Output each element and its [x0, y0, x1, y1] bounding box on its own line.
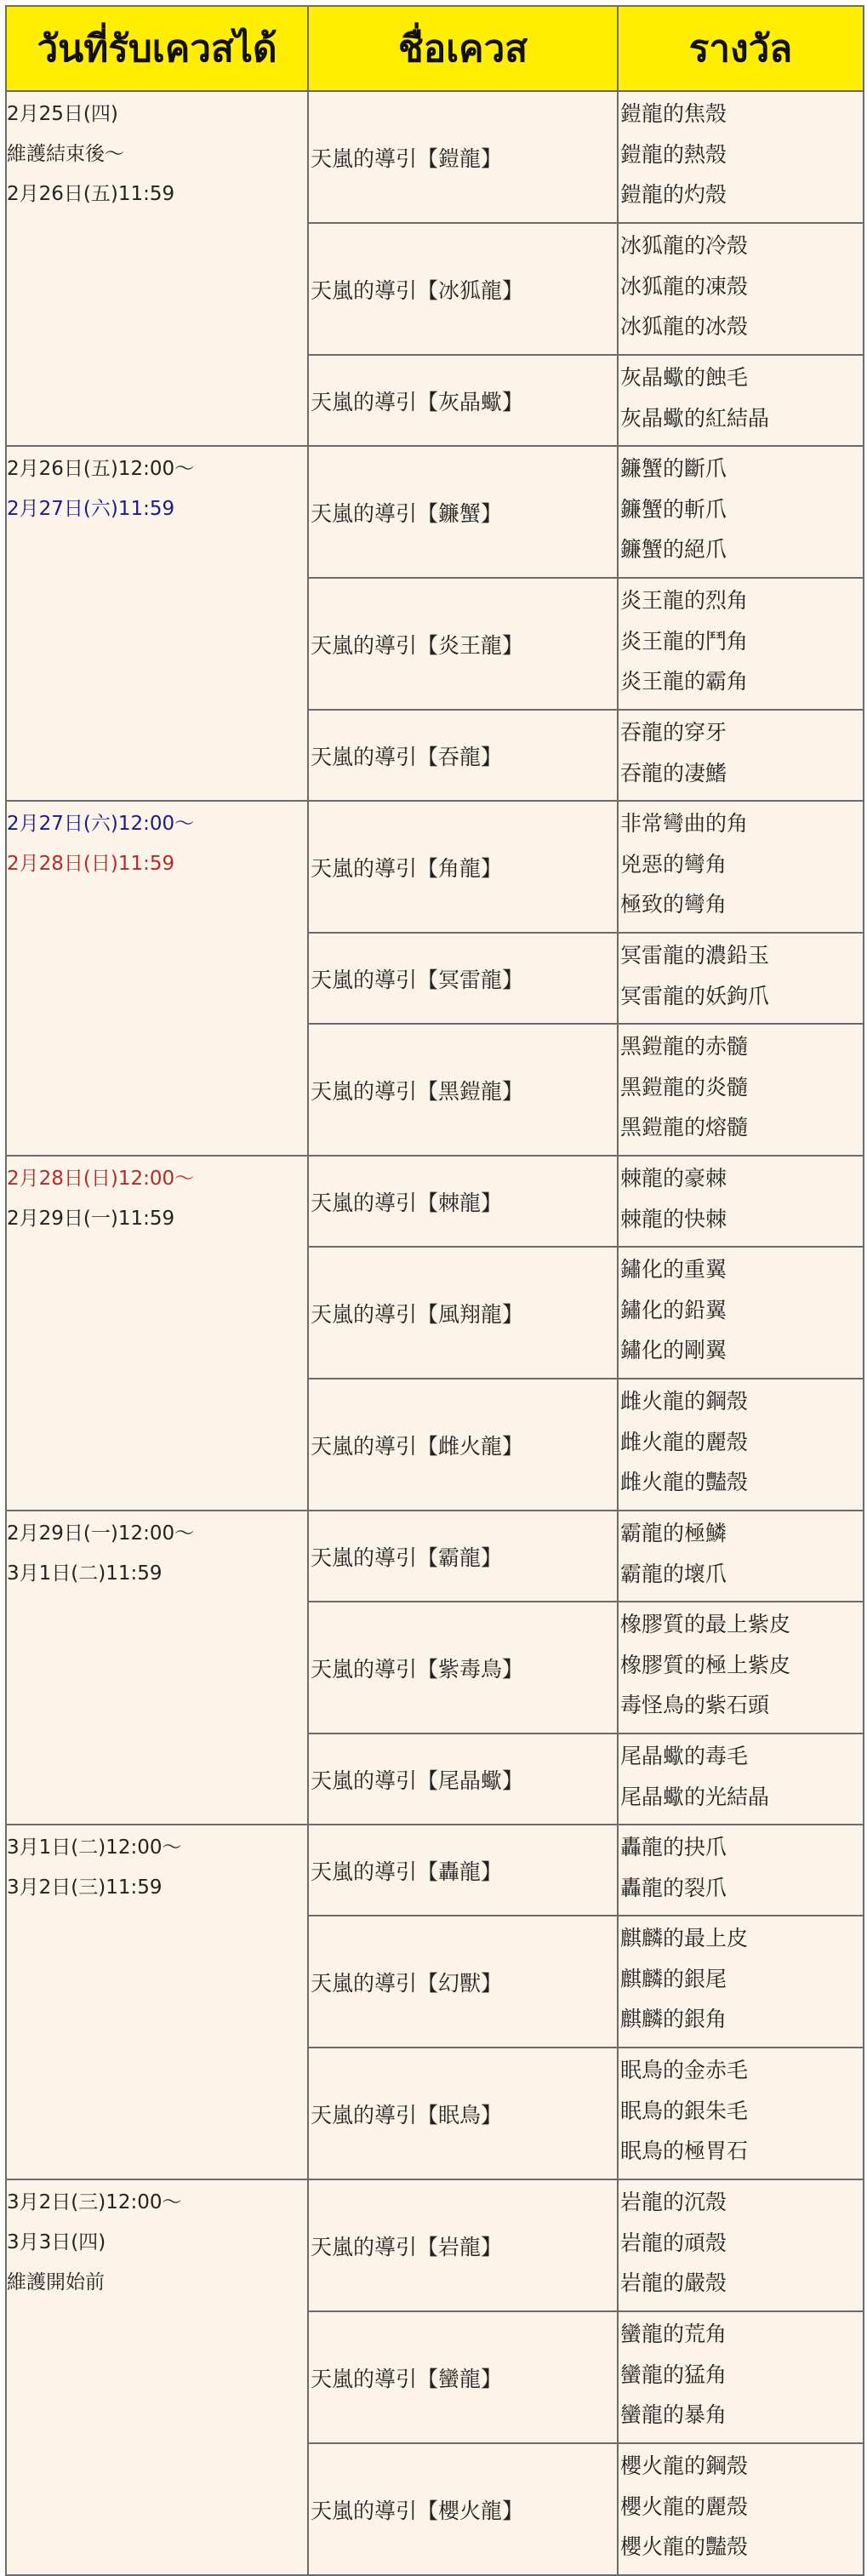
date-line: 2月28日(日)11:59 [7, 853, 175, 875]
reward-cell [618, 223, 864, 355]
quest-table [5, 5, 864, 2576]
reward-item: 橡膠質的最上紫皮 [620, 1612, 791, 1636]
header-date: วันที่รับเควสได้ [6, 6, 308, 91]
date-cell [6, 801, 308, 1156]
reward-cell [618, 1602, 864, 1734]
reward-item: 鐮蟹的斷爪 [620, 456, 727, 481]
reward-item: 櫻火龍的鋼殼 [620, 2453, 749, 2478]
quest-name-cell: 天嵐的導引【幻獸】 [308, 1916, 618, 2048]
reward-item: 炎王龍的鬥角 [620, 628, 749, 654]
quest-name-cell: 天嵐的導引【冰狐龍】 [308, 223, 618, 355]
reward-item: 櫻火龍的豔殼 [620, 2534, 749, 2559]
quest-name-cell: 天嵐的導引【櫻火龍】 [308, 2443, 618, 2575]
quest-name-cell: 天嵐的導引【鐮蟹】 [308, 446, 618, 578]
reward-item: 轟龍的裂爪 [620, 1875, 727, 1900]
reward-item: 吞龍的穿牙 [620, 720, 727, 745]
quest-name-cell: 天嵐的導引【轟龍】 [308, 1825, 618, 1916]
quest-name-cell: 天嵐的導引【紫毒鳥】 [308, 1602, 618, 1734]
table-row [6, 446, 864, 578]
table-body [6, 91, 864, 2575]
date-cell [6, 1511, 308, 1825]
reward-item: 麒麟的最上皮 [620, 1926, 749, 1951]
reward-cell [618, 2311, 864, 2443]
reward-item: 霸龍的壞爪 [620, 1561, 727, 1586]
table-row [6, 1511, 864, 1602]
reward-item: 轟龍的抉爪 [620, 1835, 727, 1859]
reward-item: 鐮蟹的斬爪 [620, 496, 727, 522]
quest-name-cell: 天嵐的導引【棘龍】 [308, 1156, 618, 1247]
reward-item: 岩龍的嚴殼 [620, 2270, 727, 2295]
date-line: 2月29日(一)11:59 [7, 1208, 175, 1230]
reward-cell [618, 2443, 864, 2575]
date-line: 維護開始前 [7, 2271, 105, 2293]
reward-item: 鏽化的剛翼 [620, 1338, 727, 1362]
reward-item: 眠鳥的極胃石 [620, 2139, 749, 2163]
reward-item: 冥雷龍的妖鉤爪 [620, 983, 770, 1008]
table-row [6, 801, 864, 933]
reward-cell [618, 355, 864, 446]
reward-item: 雌火龍的麗殼 [620, 1429, 749, 1454]
quest-name-cell: 天嵐的導引【灰晶蠍】 [308, 355, 618, 446]
quest-schedule [5, 5, 863, 2576]
reward-item: 眠鳥的金赤毛 [620, 2058, 749, 2082]
reward-item: 尾晶蠍的毒毛 [620, 1744, 749, 1768]
quest-name-cell: 天嵐的導引【岩龍】 [308, 2179, 618, 2311]
table-row [6, 1825, 864, 1916]
quest-name-cell: 天嵐的導引【尾晶蠍】 [308, 1734, 618, 1825]
date-line: 2月26日(五)11:59 [7, 183, 175, 205]
reward-item: 橡膠質的極上紫皮 [620, 1652, 791, 1677]
reward-cell [618, 1379, 864, 1511]
reward-item: 炎王龍的霸角 [620, 669, 749, 694]
date-line: 2月27日(六)12:00～ [7, 813, 195, 835]
reward-item: 鎧龍的焦殼 [620, 101, 727, 126]
reward-item: 岩龍的沉殼 [620, 2190, 727, 2214]
date-line: 維護結束後～ [7, 143, 124, 165]
quest-name-cell: 天嵐的導引【黑鎧龍】 [308, 1024, 618, 1156]
reward-item: 鎧龍的灼殼 [620, 182, 727, 207]
header-quest-name: ชื่อเควส [308, 6, 618, 91]
reward-item: 霸龍的極鱗 [620, 1521, 727, 1545]
header-reward: รางวัล [618, 6, 864, 91]
reward-item: 棘龍的快棘 [620, 1206, 727, 1231]
date-line: 2月27日(六)11:59 [7, 498, 175, 520]
date-cell [6, 446, 308, 801]
date-line: 2月25日(四) [7, 103, 118, 125]
reward-cell [618, 2048, 864, 2179]
table-row [6, 91, 864, 223]
reward-item: 灰晶蠍的紅結晶 [620, 405, 770, 431]
reward-item: 冰狐龍的冰殼 [620, 314, 749, 339]
date-cell [6, 2179, 308, 2575]
reward-item: 蠻龍的荒角 [620, 2322, 727, 2346]
header-row [6, 6, 864, 91]
reward-item: 兇惡的彎角 [620, 851, 727, 877]
reward-item: 雌火龍的豔殼 [620, 1470, 749, 1494]
reward-item: 冰狐龍的凍殼 [620, 273, 749, 299]
quest-name-cell: 天嵐的導引【雌火龍】 [308, 1379, 618, 1511]
reward-item: 冥雷龍的濃鉛玉 [620, 943, 770, 968]
date-line: 3月2日(三)12:00～ [7, 2191, 182, 2213]
reward-item: 尾晶蠍的光結晶 [620, 1784, 770, 1809]
reward-item: 岩龍的頑殼 [620, 2230, 727, 2255]
reward-item: 蠻龍的猛角 [620, 2362, 727, 2387]
table-row [6, 1156, 864, 1247]
reward-item: 灰晶蠍的蝕毛 [620, 365, 749, 390]
reward-cell [618, 1825, 864, 1916]
reward-item: 黑鎧龍的赤髓 [620, 1034, 749, 1059]
quest-name-cell: 天嵐的導引【眠鳥】 [308, 2048, 618, 2179]
quest-name-cell: 天嵐的導引【鎧龍】 [308, 91, 618, 223]
date-cell [6, 1825, 308, 2179]
reward-item: 炎王龍的烈角 [620, 588, 749, 613]
reward-item: 麒麟的銀角 [620, 2007, 727, 2031]
reward-item: 吞龍的凄鰭 [620, 760, 727, 785]
reward-cell [618, 1247, 864, 1379]
reward-item: 冰狐龍的冷殼 [620, 233, 749, 258]
reward-cell [618, 1156, 864, 1247]
table-row [6, 2179, 864, 2311]
date-line: 2月26日(五)12:00～ [7, 458, 195, 480]
date-line: 3月1日(二)12:00～ [7, 1836, 182, 1859]
reward-cell [618, 578, 864, 710]
reward-item: 麒麟的銀尾 [620, 1966, 727, 1991]
reward-item: 鎧龍的熱殼 [620, 141, 727, 167]
quest-name-cell: 天嵐的導引【風翔龍】 [308, 1247, 618, 1379]
date-line: 3月2日(三)11:59 [7, 1876, 163, 1899]
reward-item: 毒怪鳥的紫石頭 [620, 1693, 770, 1717]
quest-name-cell: 天嵐的導引【蠻龍】 [308, 2311, 618, 2443]
reward-item: 黑鎧龍的炎髓 [620, 1074, 749, 1100]
date-line: 2月28日(日)12:00～ [7, 1168, 195, 1190]
reward-item: 鐮蟹的絕爪 [620, 537, 727, 562]
reward-item: 鏽化的重翼 [620, 1257, 727, 1282]
reward-cell [618, 710, 864, 801]
reward-cell [618, 1511, 864, 1602]
reward-item: 鏽化的鉛翼 [620, 1297, 727, 1322]
reward-cell [618, 1916, 864, 2048]
reward-cell [618, 1024, 864, 1156]
reward-item: 黑鎧龍的熔髓 [620, 1115, 749, 1139]
reward-cell [618, 933, 864, 1024]
reward-cell [618, 1734, 864, 1825]
reward-cell [618, 2179, 864, 2311]
reward-item: 眠鳥的銀朱毛 [620, 2098, 749, 2123]
date-line: 3月1日(二)11:59 [7, 1562, 163, 1585]
reward-cell [618, 801, 864, 933]
quest-name-cell: 天嵐的導引【角龍】 [308, 801, 618, 933]
date-cell [6, 1156, 308, 1511]
reward-item: 蠻龍的暴角 [620, 2402, 727, 2427]
date-cell [6, 91, 308, 446]
quest-name-cell: 天嵐的導引【霸龍】 [308, 1511, 618, 1602]
quest-name-cell: 天嵐的導引【吞龍】 [308, 710, 618, 801]
reward-item: 棘龍的豪棘 [620, 1166, 727, 1191]
quest-name-cell: 天嵐的導引【冥雷龍】 [308, 933, 618, 1024]
reward-item: 非常彎曲的角 [620, 811, 749, 836]
quest-name-cell: 天嵐的導引【炎王龍】 [308, 578, 618, 710]
reward-item: 雌火龍的鋼殼 [620, 1389, 749, 1414]
reward-cell [618, 91, 864, 223]
date-line: 2月29日(一)12:00～ [7, 1522, 195, 1545]
date-line: 3月3日(四) [7, 2231, 106, 2253]
reward-item: 櫻火龍的麗殼 [620, 2493, 749, 2519]
reward-item: 極致的彎角 [620, 892, 727, 917]
reward-cell [618, 446, 864, 578]
